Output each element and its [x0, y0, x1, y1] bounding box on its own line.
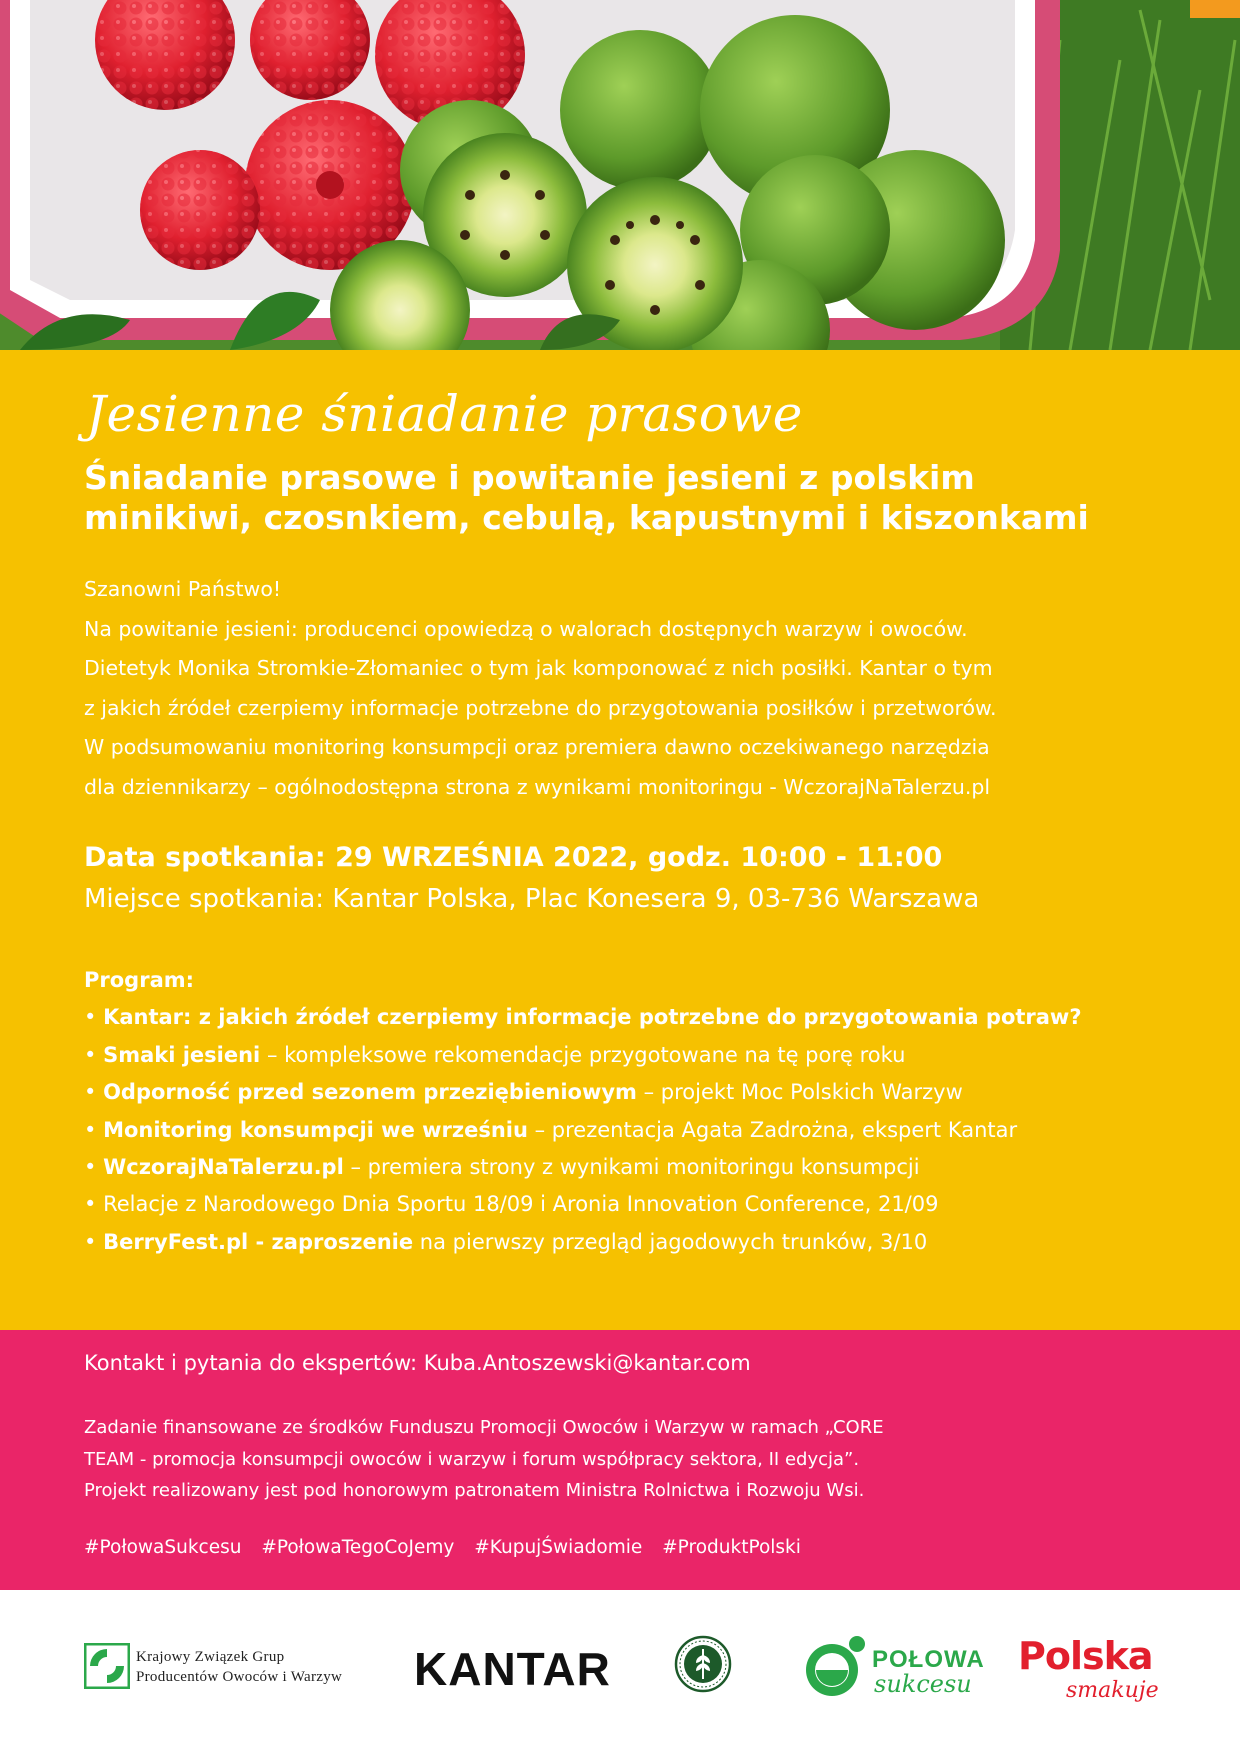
- bullet: •: [84, 1192, 97, 1217]
- smakuje-word: smakuje: [1066, 1678, 1159, 1703]
- program-item-bold: Smaki jesieni: [103, 1042, 261, 1067]
- program-item: [84, 999, 1184, 1036]
- intro-line: z jakich źródeł czerpiemy informacje potrzebne do przygotowania posiłków i przetworów.: [84, 695, 997, 720]
- hashtag: #KupujŚwiadomie: [474, 1537, 643, 1558]
- meeting-date: Data spotkania: 29 WRZEŚNIA 2022, godz. 10:00 - 11:00: [84, 842, 943, 873]
- kantar-logo: KANTAR: [414, 1643, 611, 1695]
- meeting-place: Miejsce spotkania: Kantar Polska, Plac Konesera 9, 03-736 Warszawa: [84, 884, 980, 914]
- bullet: •: [84, 1005, 97, 1030]
- hashtag-list: [84, 1537, 815, 1558]
- funding-note: [84, 1412, 1084, 1507]
- intro-line: Dietetyk Monika Stromkie-Złomaniec o tym jak komponować z nich posiłki. Kantar o tym: [84, 656, 993, 680]
- bullet: •: [84, 1117, 97, 1142]
- funding-line: TEAM - promocja konsumpcji owoców i warzyw i forum współpracy sektora, II edycja”.: [84, 1448, 860, 1470]
- program-item: [84, 1186, 1184, 1223]
- bullet: •: [84, 1042, 97, 1067]
- program-item: [84, 1037, 1184, 1074]
- greeting: Szanowni Państwo!: [84, 577, 282, 601]
- program-heading: Program:: [84, 968, 195, 992]
- hero-photo: [0, 0, 1240, 350]
- polska-word: Polska: [1018, 1634, 1153, 1678]
- kzgp-name-line: Krajowy Związek Grup: [136, 1649, 285, 1665]
- subtitle-line: minikiwi, czosnkiem, cebulą, kapustnymi i kiszonkami: [84, 498, 1089, 537]
- program-item-bold: Monitoring konsumpcji we wrześniu: [103, 1117, 528, 1142]
- funding-line: Zadanie finansowane ze środków Funduszu Promocji Owoców i Warzyw w ramach „CORE: [84, 1417, 884, 1438]
- bullet: •: [84, 1155, 97, 1180]
- event-subtitle: [84, 458, 1164, 538]
- program-item-text: – premiera strony z wynikami monitoringu konsumpcji: [343, 1155, 920, 1180]
- program-item-text: – projekt Moc Polskich Warzyw: [636, 1080, 963, 1105]
- kzgp-logo: [84, 1643, 343, 1693]
- intro-line: W podsumowaniu monitoring konsumpcji oraz premiera dawno oczekiwanego narzędzia: [84, 735, 990, 759]
- intro-line: Na powitanie jesieni: producenci opowiedzą o walorach dostępnych warzyw i owoców.: [84, 616, 968, 641]
- funding-line: Projekt realizowany jest pod honorowym patronatem Ministra Rolnictwa i Rozwoju Wsi.: [84, 1480, 865, 1501]
- polowa-sukcesu-logo: [802, 1632, 985, 1704]
- kzgp-name-line: Producentów Owoców i Warzyw: [136, 1669, 343, 1685]
- polowa-word: POŁOWA: [872, 1646, 985, 1673]
- program-item-text: na pierwszy przegląd jagodowych trunków, 3/10: [413, 1229, 928, 1254]
- kzgp-emblem-icon: [84, 1643, 130, 1689]
- hashtag: #PołowaSukcesu: [84, 1537, 242, 1558]
- plate-icon: [802, 1632, 870, 1700]
- script-title: Jesienne śniadanie prasowe: [86, 385, 803, 443]
- program-item-bold: WczorajNaTalerzu.pl: [103, 1155, 344, 1180]
- intro-text: [84, 570, 1174, 807]
- program-item-text: Relacje z Narodowego Dnia Sportu 18/09 i Aronia Innovation Conference, 21/09: [103, 1192, 939, 1217]
- program-item: [84, 1149, 1184, 1186]
- hashtag: #ProduktPolski: [662, 1537, 801, 1558]
- kzgp-name: [136, 1647, 342, 1687]
- program-item-bold: BerryFest.pl - zaproszenie: [103, 1229, 414, 1254]
- bullet: •: [84, 1080, 97, 1105]
- hashtag: #PołowaTegoCoJemy: [261, 1537, 455, 1558]
- bullet: •: [84, 1229, 97, 1254]
- intro-line: dla dziennikarzy – ogólnodostępna strona z wynikami monitoringu - WczorajNaTalerzu.pl: [84, 774, 991, 799]
- contact-line: Kontakt i pytania do ekspertów: Kuba.Antoszewski@kantar.com: [84, 1351, 751, 1375]
- program-item: [84, 1224, 1184, 1261]
- ministry-seal: [674, 1635, 732, 1697]
- program-item-bold: Kantar: z jakich źródeł czerpiemy informacje potrzebne do przygotowania potraw?: [103, 1005, 1082, 1030]
- program-item-bold: Odporność przed sezonem przeziębieniowym: [103, 1080, 637, 1105]
- program-list: [84, 962, 1184, 1261]
- program-item: [84, 1112, 1184, 1149]
- ministry-seal-icon: [674, 1635, 732, 1693]
- program-item-text: – kompleksowe rekomendacje przygotowane na tę porę roku: [260, 1042, 906, 1067]
- subtitle-line: Śniadanie prasowe i powitanie jesieni z polskim: [84, 458, 975, 497]
- program-item-text: – prezentacja Agata Zadrożna, ekspert Kantar: [527, 1117, 1018, 1142]
- sukcesu-word: sukcesu: [874, 1670, 972, 1698]
- program-item: [84, 1074, 1184, 1111]
